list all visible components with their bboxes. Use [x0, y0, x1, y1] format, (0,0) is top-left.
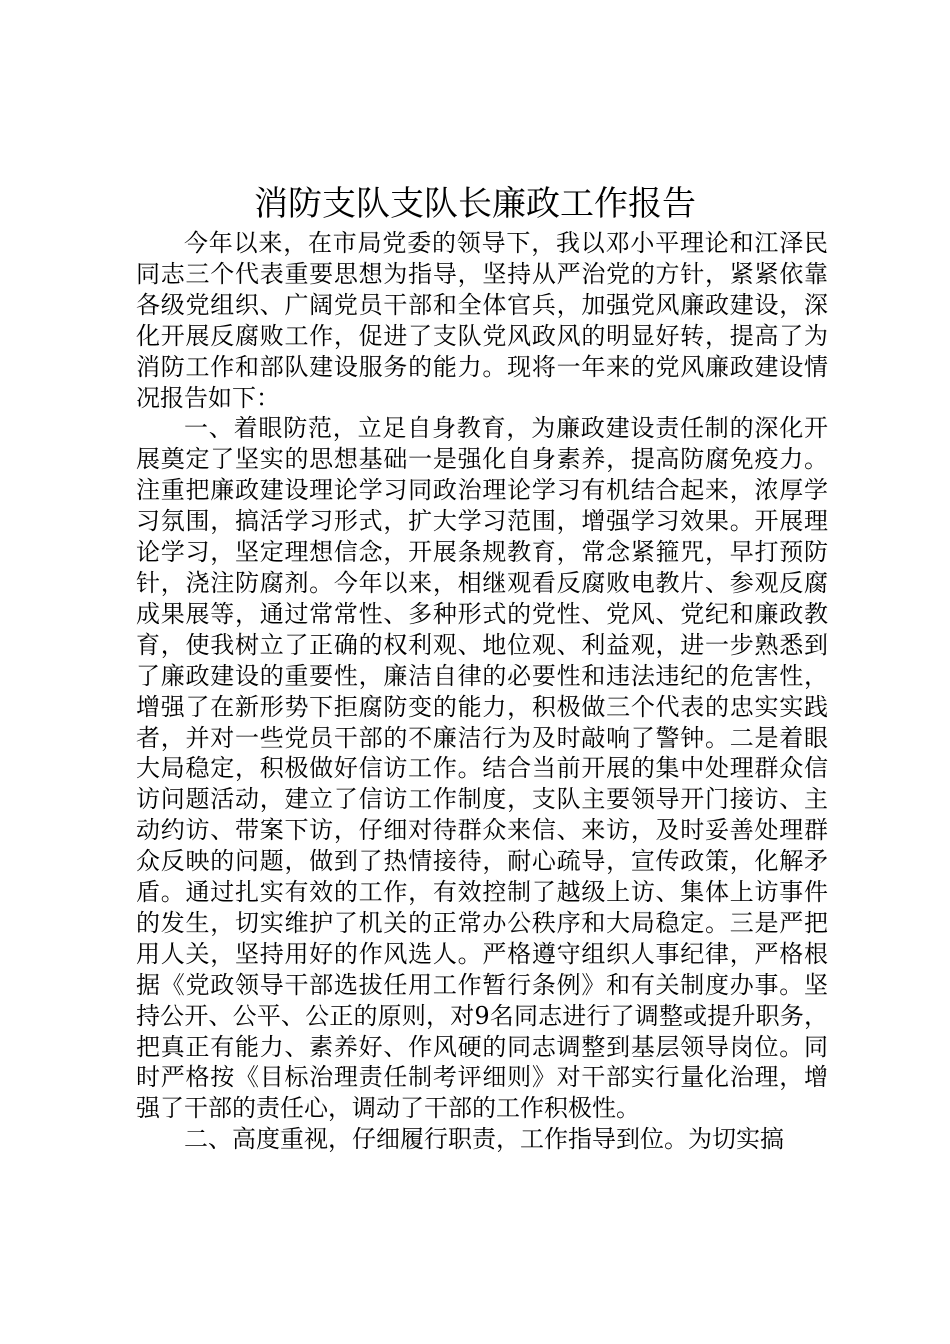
paragraph-intro: 今年以来，在市局党委的领导下，我以邓小平理论和江泽民同志三个代表重要思想为指导，坚持从严治党的方针，紧紧依靠各级党组织、广阔党员干部和全体官兵，加强党风廉政建设，深化开展反腐败工作，促进了支队党风政风的明显好转，提高了为消防工作和部队建设服务的能力。现将一年来的党风廉政建设情况报告如下：: [136, 229, 828, 412]
paragraph-section-one: 一、着眼防范，立足自身教育，为廉政建设责任制的深化开展奠定了坚实的思想基础一是强化自身素养，提高防腐免疫力。注重把廉政建设理论学习同政治理论学习有机结合起来，浓厚学习氛围，搞活学习形式，扩大学习范围，增强学习效果。开展理论学习，坚定理想信念，开展条规教育，常念紧箍咒，早打预防针，浇注防腐剂。今年以来，相继观看反腐败电教片、参观反腐成果展等，通过常常性、多种形式的党性、党风、党纪和廉政教育，使我树立了正确的权利观、地位观、利益观，进一步熟悉到了廉政建设的重要性，廉洁自律的必要性和违法违纪的危害性，增强了在新形势下拒腐防变的能力，积极做三个代表的忠实实践者，并对一些党员干部的不廉洁行为及时敲响了警钟。二是着眼大局稳定，积极做好信访工作。结合当前开展的集中处理群众信访问题活动，建立了信访工作制度，支队主要领导开门接访、主动约访、带案下访，仔细对待群众来信、来访，及时妥善处理群众反映的问题，做到了热情接待，耐心疏导，宣传政策，化解矛盾。通过扎实有效的工作，有效控制了越级上访、集体上访事件的发生，切实维护了机关的正常办公秩序和大局稳定。三是严把用人关，坚持用好的作风选人。严格遵守组织人事纪律，严格根据《党政领导干部选拔任用工作暂行条例》和有关制度办事。坚持公开、公平、公正的原则，对9名同志进行了调整或提升职务，把真正有能力、素养好、作风硬的同志调整到基层领导岗位。同时严格按《目标治理责任制考评细则》对干部实行量化治理，增强了干部的责任心，调动了干部的工作积极性。: [136, 414, 828, 1123]
document-body: [136, 228, 828, 1155]
document-title: 消防支队支队长廉政工作报告: [254, 184, 696, 224]
paragraph-section-two: 二、高度重视，仔细履行职责，工作指导到位。为切实搞: [184, 1125, 784, 1154]
